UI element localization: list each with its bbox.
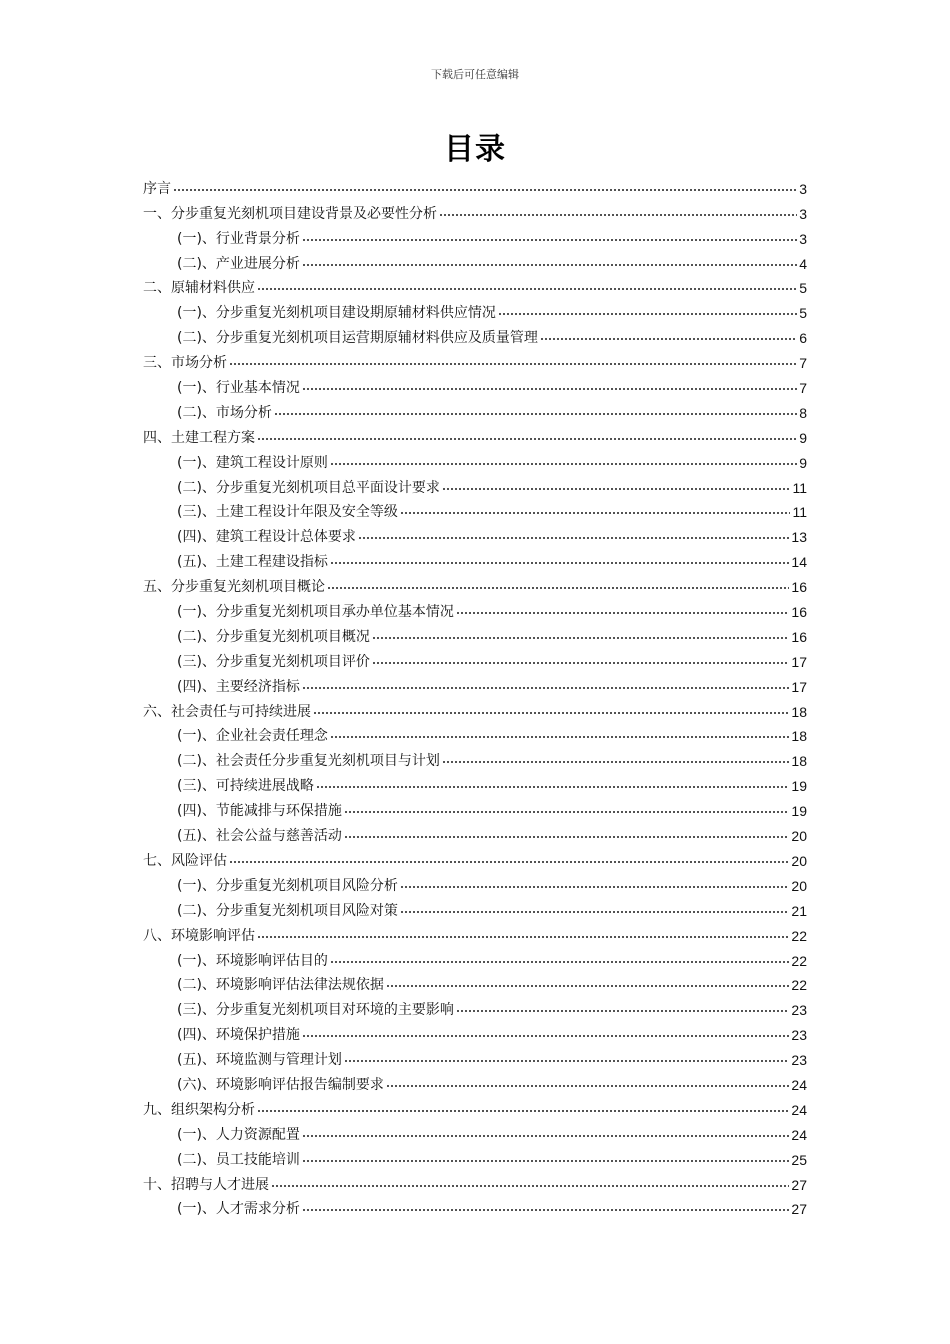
page-header: 下载后可任意编辑 <box>431 68 519 81</box>
toc-entry-section[interactable] <box>143 1095 807 1120</box>
toc-entry-title: (四)、建筑工程设计总体要求 <box>177 529 356 546</box>
dot-leader <box>456 608 789 618</box>
toc-entry-title: (五)、土建工程建设指标 <box>177 554 328 571</box>
dot-leader <box>498 309 797 319</box>
toc-entry-title: 八、环境影响评估 <box>143 927 255 944</box>
toc-entry-title: (一)、分步重复光刻机项目风险分析 <box>177 877 398 894</box>
toc-entry-page-number: 20 <box>791 828 807 845</box>
toc-entry-subsection[interactable] <box>143 647 807 672</box>
toc-entry-page-number: 20 <box>791 877 807 894</box>
toc-entry-subsection[interactable] <box>143 298 807 323</box>
toc-entry-page-number: 23 <box>791 1002 807 1019</box>
toc-entry-page-number: 17 <box>791 678 807 695</box>
toc-entry-section[interactable] <box>143 348 807 373</box>
dot-leader <box>257 434 797 444</box>
toc-entry-title: (二)、分步重复光刻机项目总平面设计要求 <box>177 479 440 496</box>
toc-entry-page-number: 3 <box>799 205 807 222</box>
toc-entry-page-number: 5 <box>799 305 807 322</box>
toc-entry-subsection[interactable] <box>143 448 807 473</box>
toc-entry-subsection[interactable] <box>143 1020 807 1045</box>
toc-entry-page-number: 9 <box>799 429 807 446</box>
toc-entry-title: 一、分步重复光刻机项目建设背景及必要性分析 <box>143 205 437 222</box>
toc-entry-title: (一)、建筑工程设计原则 <box>177 454 328 471</box>
toc-entry-subsection[interactable] <box>143 1120 807 1145</box>
toc-entry-title: (二)、分步重复光刻机项目概况 <box>177 628 370 645</box>
toc-entry-subsection[interactable] <box>143 597 807 622</box>
toc-entry-page-number: 8 <box>799 404 807 421</box>
toc-entry-page-number: 16 <box>791 628 807 645</box>
toc-entry-subsection[interactable] <box>143 398 807 423</box>
toc-entry-title: (二)、市场分析 <box>177 404 272 421</box>
toc-entry-title: (五)、社会公益与慈善活动 <box>177 828 342 845</box>
dot-leader <box>173 185 797 195</box>
dot-leader <box>386 1081 789 1091</box>
dot-leader <box>344 1056 789 1066</box>
toc-entry-subsection[interactable] <box>143 796 807 821</box>
toc-entry-page-number: 3 <box>799 180 807 197</box>
toc-entry-title: (四)、节能减排与环保措施 <box>177 803 342 820</box>
toc-entry-title: (二)、环境影响评估法律法规依据 <box>177 977 384 994</box>
toc-entry-page-number: 13 <box>791 529 807 546</box>
toc-entry-page-number: 22 <box>791 927 807 944</box>
toc-entry-page-number: 23 <box>791 1027 807 1044</box>
dot-leader <box>400 882 789 892</box>
dot-leader <box>302 235 797 245</box>
toc-entry-title: (四)、主要经济指标 <box>177 678 300 695</box>
dot-leader <box>540 334 797 344</box>
dot-leader <box>456 1006 789 1016</box>
toc-entry-page-number: 18 <box>791 753 807 770</box>
dot-leader <box>302 683 789 693</box>
toc-entry-page-number: 19 <box>791 778 807 795</box>
toc-entry-title: (四)、环境保护措施 <box>177 1027 300 1044</box>
dot-leader <box>302 1156 789 1166</box>
toc-entry-subsection[interactable] <box>143 971 807 996</box>
toc-entry-section[interactable] <box>143 846 807 871</box>
toc-entry-subsection[interactable] <box>143 1195 807 1220</box>
toc-entry-section[interactable] <box>143 423 807 448</box>
toc-entry-title: (三)、分步重复光刻机项目对环境的主要影响 <box>177 1002 454 1019</box>
toc-entry-title: (一)、分步重复光刻机项目建设期原辅材料供应情况 <box>177 305 496 322</box>
toc-entry-page-number: 24 <box>791 1126 807 1143</box>
toc-entry-title: (六)、环境影响评估报告编制要求 <box>177 1076 384 1093</box>
toc-entry-subsection[interactable] <box>143 946 807 971</box>
toc-entry-subsection[interactable] <box>143 722 807 747</box>
toc-entry-page-number: 11 <box>792 479 807 496</box>
dot-leader <box>257 284 797 294</box>
dot-leader <box>442 757 789 767</box>
toc-entry-subsection[interactable] <box>143 522 807 547</box>
dot-leader <box>400 907 789 917</box>
toc-entry-page-number: 6 <box>799 330 807 347</box>
toc-entry-title: (三)、土建工程设计年限及安全等级 <box>177 504 398 521</box>
dot-leader <box>327 583 789 593</box>
toc-entry-title: (一)、人力资源配置 <box>177 1126 300 1143</box>
toc-entry-page-number: 11 <box>792 504 807 521</box>
toc-entry-page-number: 3 <box>799 230 807 247</box>
toc-entry-section[interactable] <box>143 572 807 597</box>
table-of-contents <box>143 174 807 1219</box>
toc-entry-title: (二)、分步重复光刻机项目风险对策 <box>177 902 398 919</box>
toc-entry-page-number: 7 <box>799 380 807 397</box>
toc-entry-title: 五、分步重复光刻机项目概论 <box>143 579 325 596</box>
dot-leader <box>302 1131 789 1141</box>
toc-entry-subsection[interactable] <box>143 995 807 1020</box>
toc-entry-page-number: 17 <box>791 653 807 670</box>
toc-entry-subsection[interactable] <box>143 323 807 348</box>
toc-entry-subsection[interactable] <box>143 896 807 921</box>
toc-entry-title: (三)、可持续进展战略 <box>177 778 314 795</box>
toc-entry-section[interactable] <box>143 199 807 224</box>
toc-entry-subsection[interactable] <box>143 622 807 647</box>
toc-entry-page-number: 22 <box>791 977 807 994</box>
toc-entry-page-number: 16 <box>791 579 807 596</box>
dot-leader <box>257 1106 789 1116</box>
toc-entry-subsection[interactable] <box>143 498 807 523</box>
toc-entry-subsection[interactable] <box>143 1145 807 1170</box>
toc-entry-subsection[interactable] <box>143 547 807 572</box>
toc-entry-page-number: 4 <box>799 255 807 272</box>
toc-entry-title: (一)、行业背景分析 <box>177 230 300 247</box>
dot-leader <box>358 533 789 543</box>
toc-entry-title: 六、社会责任与可持续进展 <box>143 703 311 720</box>
toc-entry-subsection[interactable] <box>143 373 807 398</box>
dot-leader <box>257 932 789 942</box>
dot-leader <box>344 832 789 842</box>
dot-leader <box>330 558 789 568</box>
toc-entry-page-number: 27 <box>791 1201 807 1218</box>
dot-leader <box>439 210 797 220</box>
toc-entry-page-number: 9 <box>799 454 807 471</box>
dot-leader <box>274 409 797 419</box>
toc-entry-page-number: 20 <box>791 852 807 869</box>
toc-entry-page-number: 19 <box>791 803 807 820</box>
dot-leader <box>313 708 789 718</box>
toc-entry-title: (二)、产业进展分析 <box>177 255 300 272</box>
toc-entry-subsection[interactable] <box>143 249 807 274</box>
toc-entry-page-number: 5 <box>799 280 807 297</box>
toc-entry-subsection[interactable] <box>143 771 807 796</box>
toc-entry-subsection[interactable] <box>143 473 807 498</box>
toc-title: 目录 <box>444 132 506 167</box>
toc-entry-title: (一)、分步重复光刻机项目承办单位基本情况 <box>177 604 454 621</box>
toc-entry-title: (二)、分步重复光刻机项目运营期原辅材料供应及质量管理 <box>177 330 538 347</box>
toc-entry-title: 九、组织架构分析 <box>143 1101 255 1118</box>
dot-leader <box>400 508 791 518</box>
toc-entry-subsection[interactable] <box>143 871 807 896</box>
toc-entry-title: (五)、环境监测与管理计划 <box>177 1052 342 1069</box>
toc-entry-page-number: 24 <box>791 1076 807 1093</box>
toc-entry-page-number: 7 <box>799 355 807 372</box>
toc-entry-section[interactable] <box>143 174 807 199</box>
toc-entry-title: 十、招聘与人才进展 <box>143 1176 269 1193</box>
dot-leader <box>316 782 789 792</box>
dot-leader <box>372 658 789 668</box>
toc-entry-title: 七、风险评估 <box>143 852 227 869</box>
toc-entry-title: 三、市场分析 <box>143 355 227 372</box>
toc-entry-section[interactable] <box>143 921 807 946</box>
toc-entry-title: 四、土建工程方案 <box>143 429 255 446</box>
toc-entry-title: (二)、社会责任分步重复光刻机项目与计划 <box>177 753 440 770</box>
dot-leader <box>330 732 789 742</box>
toc-entry-subsection[interactable] <box>143 672 807 697</box>
dot-leader <box>229 359 797 369</box>
toc-entry-title: (一)、企业社会责任理念 <box>177 728 328 745</box>
dot-leader <box>442 484 791 494</box>
toc-entry-subsection[interactable] <box>143 224 807 249</box>
toc-entry-page-number: 14 <box>791 554 807 571</box>
toc-entry-page-number: 22 <box>791 952 807 969</box>
toc-entry-title: (一)、人才需求分析 <box>177 1201 300 1218</box>
toc-entry-title: (一)、环境影响评估目的 <box>177 952 328 969</box>
toc-entry-page-number: 23 <box>791 1052 807 1069</box>
toc-entry-page-number: 24 <box>791 1101 807 1118</box>
toc-entry-subsection[interactable] <box>143 1070 807 1095</box>
toc-entry-page-number: 21 <box>791 902 807 919</box>
dot-leader <box>302 1031 789 1041</box>
toc-entry-title: (二)、员工技能培训 <box>177 1151 300 1168</box>
toc-entry-section[interactable] <box>143 1170 807 1195</box>
dot-leader <box>302 384 797 394</box>
dot-leader <box>386 981 789 991</box>
toc-entry-title: (一)、行业基本情况 <box>177 380 300 397</box>
dot-leader <box>372 633 789 643</box>
toc-entry-title: (三)、分步重复光刻机项目评价 <box>177 653 370 670</box>
dot-leader <box>302 260 797 270</box>
dot-leader <box>344 807 789 817</box>
toc-entry-page-number: 18 <box>791 703 807 720</box>
toc-entry-title: 二、原辅材料供应 <box>143 280 255 297</box>
toc-entry-section[interactable] <box>143 697 807 722</box>
toc-entry-subsection[interactable] <box>143 1045 807 1070</box>
dot-leader <box>330 957 789 967</box>
toc-entry-page-number: 18 <box>791 728 807 745</box>
toc-entry-page-number: 16 <box>791 604 807 621</box>
dot-leader <box>271 1181 789 1191</box>
toc-entry-subsection[interactable] <box>143 821 807 846</box>
toc-entry-subsection[interactable] <box>143 746 807 771</box>
dot-leader <box>302 1205 789 1215</box>
toc-entry-title: 序言 <box>143 180 171 197</box>
dot-leader <box>229 857 789 867</box>
toc-entry-section[interactable] <box>143 274 807 299</box>
toc-entry-page-number: 27 <box>791 1176 807 1193</box>
dot-leader <box>330 459 797 469</box>
toc-entry-page-number: 25 <box>791 1151 807 1168</box>
